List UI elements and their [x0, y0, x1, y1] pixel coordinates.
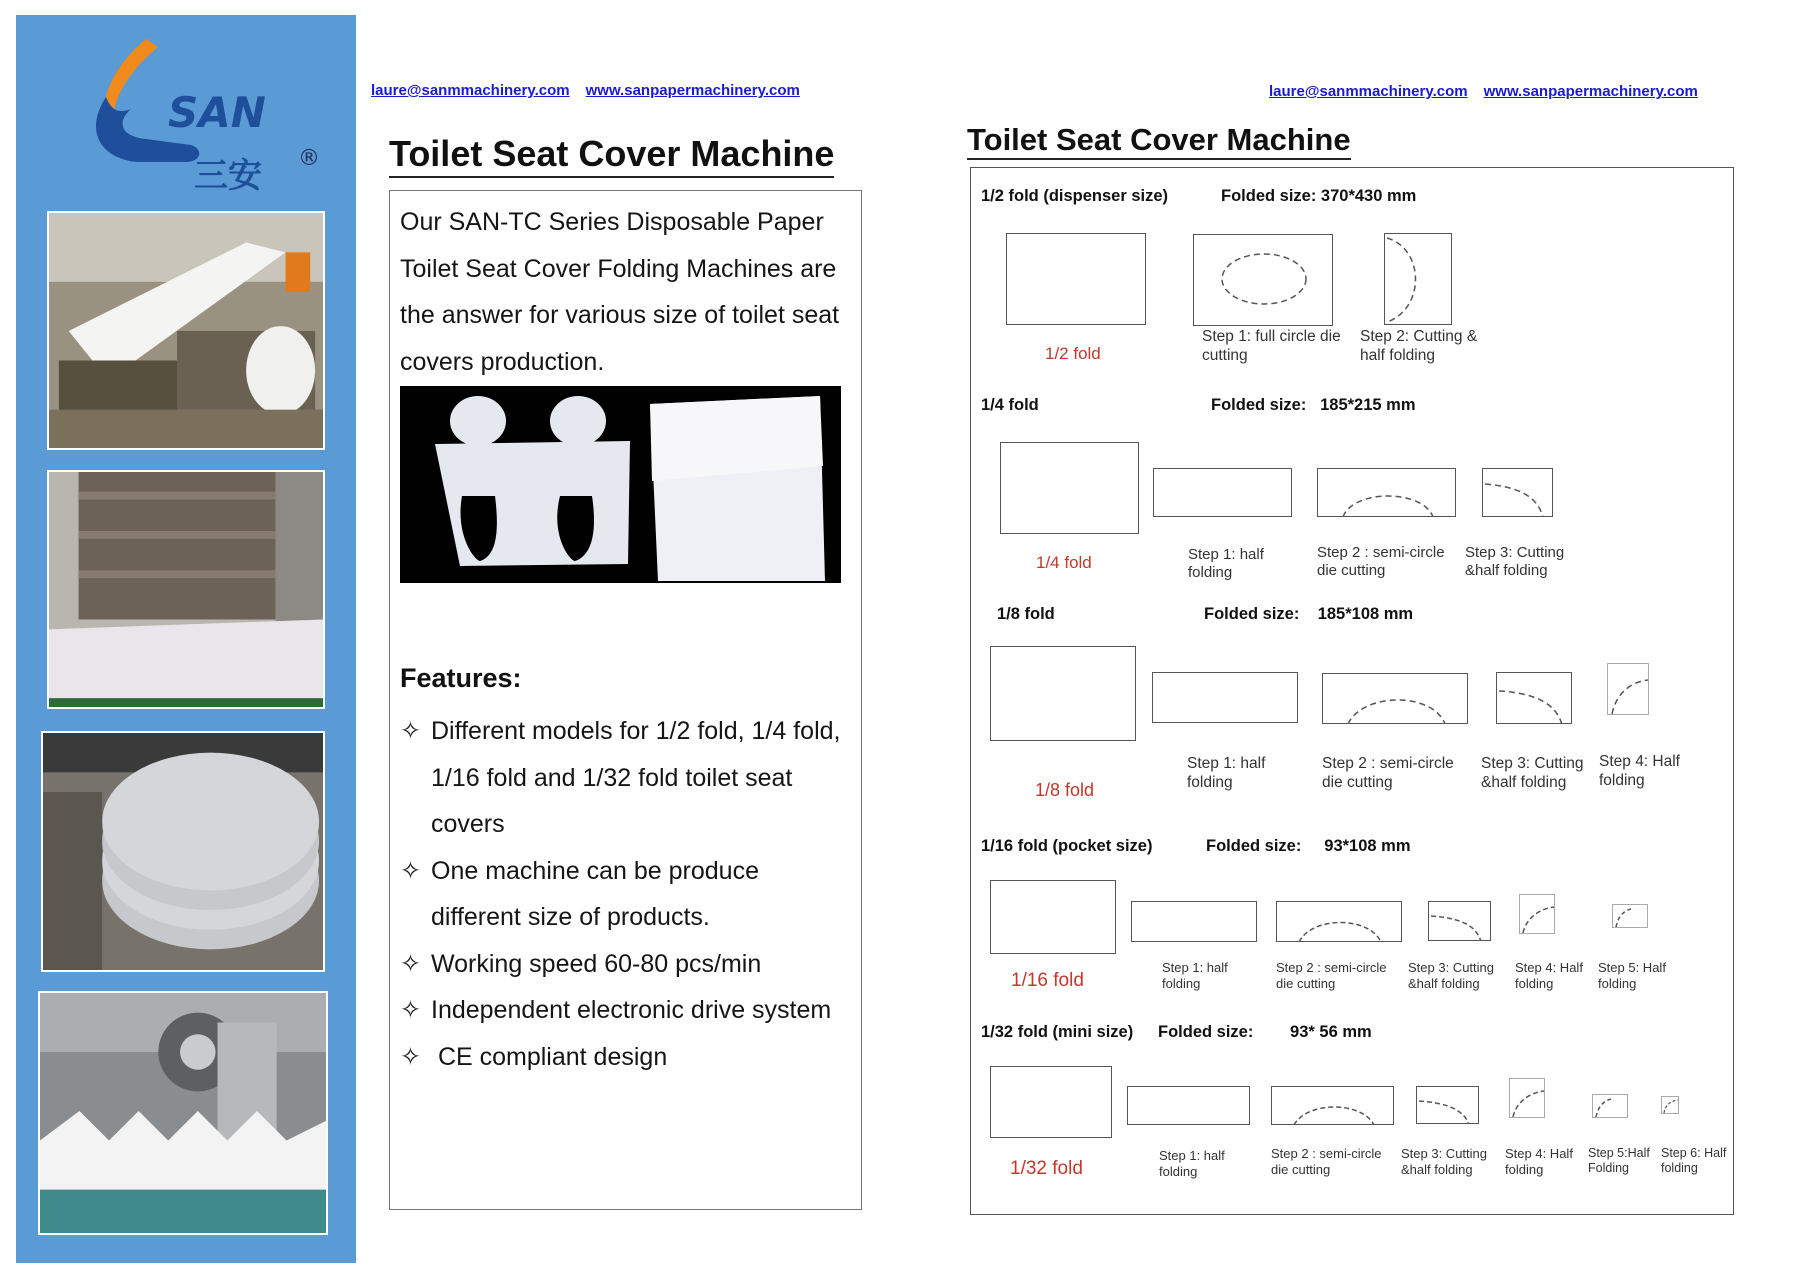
san-logo	[76, 27, 336, 192]
step-diagram	[1482, 468, 1553, 517]
step-caption: Step 4: Half folding	[1599, 753, 1680, 789]
section-size-eighth: Folded size: 185*108 mm	[1204, 605, 1414, 623]
step-caption: Step 1: full circle die cutting	[1202, 328, 1341, 364]
step-caption: Step 2 : semi-circle die cutting	[1276, 960, 1387, 991]
registered-mark: ®	[298, 146, 320, 171]
step-caption: Step 5:Half Folding	[1588, 1146, 1650, 1175]
section-heading-eighth: 1/8 fold	[997, 605, 1055, 623]
four-point-star-icon: ✧	[400, 717, 421, 745]
fold-diagram-box	[970, 167, 1734, 1215]
step-caption: Step 2 : semi-circle die cutting	[1317, 544, 1445, 579]
step-caption: Step 1: half folding	[1188, 546, 1264, 581]
feature-item: ✧ Independent electronic drive system	[400, 987, 855, 1034]
step-diagram	[1509, 1078, 1545, 1118]
step-caption: Step 1: half folding	[1162, 960, 1228, 991]
step-diagram	[1384, 233, 1452, 325]
contact-line-right	[1269, 83, 1714, 100]
features-list	[400, 708, 855, 1080]
fold-label: 1/32 fold	[1010, 1158, 1083, 1179]
step-caption: Step 6: Half folding	[1661, 1146, 1727, 1175]
logo-chinese: 三安	[194, 156, 262, 192]
step-caption: Step 3: Cutting &half folding	[1481, 755, 1584, 791]
website-link[interactable]: www.sanpapermachinery.com	[585, 82, 800, 99]
machine-photo-2	[47, 470, 325, 709]
logo-text: SAN	[168, 88, 266, 137]
step-caption: Step 5: Half folding	[1598, 960, 1666, 991]
step-diagram	[1496, 672, 1572, 724]
fold-label: 1/4 fold	[1036, 553, 1092, 572]
four-point-star-icon: ✧	[400, 949, 421, 978]
step-diagram	[1592, 1094, 1628, 1118]
step-diagram	[1152, 672, 1298, 723]
machine-photo-3	[41, 731, 325, 972]
website-link-right[interactable]: www.sanpapermachinery.com	[1483, 83, 1698, 100]
step-diagram	[1153, 468, 1292, 517]
step-caption: Step 3: Cutting &half folding	[1408, 960, 1494, 991]
step-caption: Step 2 : semi-circle die cutting	[1271, 1146, 1382, 1177]
section-size-sixteenth: Folded size: 93*108 mm	[1206, 837, 1411, 855]
step-diagram	[1428, 901, 1491, 941]
features-heading: Features:	[400, 663, 522, 693]
step-caption: Step 1: half folding	[1159, 1148, 1225, 1179]
fold-diagram	[990, 646, 1136, 741]
section-heading-sixteenth: 1/16 fold (pocket size)	[981, 837, 1153, 855]
fold-label: 1/8 fold	[1035, 780, 1095, 800]
section-heading-half: 1/2 fold (dispenser size)	[981, 187, 1169, 205]
step-caption: Step 4: Half folding	[1515, 960, 1583, 991]
section-heading-quarter: 1/4 fold	[981, 396, 1039, 414]
step-diagram	[1519, 894, 1555, 934]
step-diagram	[1612, 904, 1648, 928]
sample-products-photo	[400, 386, 841, 583]
step-diagram	[1322, 673, 1468, 724]
fold-label: 1/2 fold	[1045, 344, 1101, 363]
step-diagram	[1661, 1096, 1679, 1114]
step-caption: Step 3: Cutting &half folding	[1465, 544, 1565, 579]
step-caption: Step 2: Cutting & half folding	[1360, 328, 1478, 364]
step-caption: Step 1: half folding	[1187, 755, 1266, 791]
feature-item: ✧ One machine can be produce different size of products.	[400, 848, 855, 941]
step-caption: Step 3: Cutting &half folding	[1401, 1146, 1487, 1177]
machine-photo-4	[38, 991, 328, 1235]
section-size-half: Folded size: 370*430 mm	[1221, 187, 1417, 205]
fold-label: 1/16 fold	[1011, 970, 1084, 991]
contact-line-left	[371, 82, 816, 99]
step-diagram	[1607, 663, 1649, 715]
feature-item: ✧ Different models for 1/2 fold, 1/4 fold, 1/16 fold and 1/32 fold toilet seat covers	[400, 708, 855, 848]
photo-sidebar	[16, 15, 356, 1263]
left-panel-box	[389, 190, 862, 1210]
step-diagram	[1131, 901, 1257, 942]
four-point-star-icon: ✧	[400, 1042, 421, 1071]
section-size-quarter: Folded size: 185*215 mm	[1211, 396, 1416, 414]
feature-item: ✧ Working speed 60-80 pcs/min	[400, 941, 855, 988]
right-panel-title: Toilet Seat Cover Machine	[967, 122, 1351, 160]
step-caption: Step 4: Half folding	[1505, 1146, 1573, 1177]
step-diagram	[1271, 1086, 1394, 1125]
feature-item: ✧ CE compliant design	[400, 1034, 855, 1081]
step-diagram	[1127, 1086, 1250, 1125]
email-link-right[interactable]: laure@sanmmachinery.com	[1269, 83, 1468, 100]
fold-diagram	[1006, 233, 1146, 325]
four-point-star-icon: ✧	[400, 996, 421, 1024]
step-caption: Step 2 : semi-circle die cutting	[1322, 755, 1454, 791]
left-panel-title: Toilet Seat Cover Machine	[389, 133, 834, 178]
intro-paragraph: Our SAN-TC Series Disposable Paper Toilet Seat Cover Folding Machines are the answer for various size of toilet seat covers production.	[400, 208, 840, 376]
step-diagram	[1193, 234, 1333, 326]
step-diagram	[1276, 901, 1402, 942]
fold-diagram	[990, 1066, 1112, 1138]
fold-diagram	[990, 880, 1116, 954]
four-point-star-icon: ✧	[400, 856, 421, 885]
section-heading-thirtysecond: 1/32 fold (mini size)	[981, 1023, 1134, 1041]
email-link[interactable]: laure@sanmmachinery.com	[371, 82, 570, 99]
step-diagram	[1416, 1086, 1479, 1124]
fold-diagram	[1000, 442, 1139, 534]
machine-photo-1	[47, 211, 325, 450]
step-diagram	[1317, 468, 1456, 517]
section-size-thirtysecond: Folded size: 93* 56 mm	[1158, 1023, 1372, 1041]
